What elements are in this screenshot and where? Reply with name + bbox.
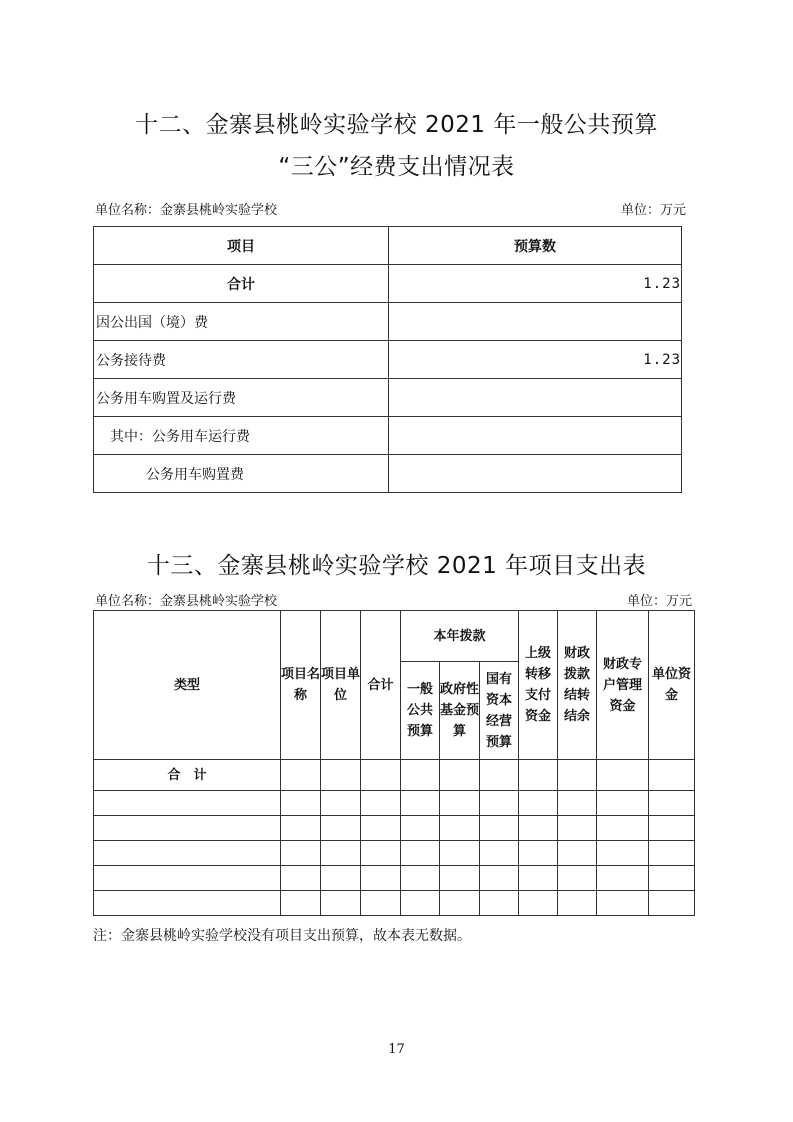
three-public-expenses-table: [93, 226, 682, 493]
table-row: [94, 265, 682, 303]
header-fiscal-account-funds: 财政专户管理资金: [597, 611, 649, 760]
row-label-overseas: 因公出国（境）费: [94, 303, 389, 341]
table-row: [94, 841, 695, 866]
section1-unit-name: 单位名称：金寨县桃岭实验学校: [95, 203, 278, 218]
header-item: 项目: [94, 227, 389, 265]
row-label-vehicle-purchase: 公务用车购置费: [94, 455, 389, 493]
header-fiscal-carryover: 财政拨款结转结余: [558, 611, 597, 760]
row-value-vehicle-purchase: [389, 455, 682, 493]
row-label-vehicle: 公务用车购置及运行费: [94, 379, 389, 417]
page-number: 17: [388, 1042, 405, 1057]
header-superior-transfer: 上级转移支付资金: [519, 611, 558, 760]
row-label-vehicle-operation: 其中：公务用车运行费: [94, 417, 389, 455]
table-note: 注：金寨县桃岭实验学校没有项目支出预算，故本表无数据。: [93, 928, 471, 944]
table-row: [94, 303, 682, 341]
table-row: [94, 455, 682, 493]
section2-unit-name: 单位名称：金寨县桃岭实验学校: [95, 594, 278, 609]
header-current-year-allocation: 本年拨款: [401, 611, 519, 662]
header-gov-fund-budget: 政府性基金预算: [440, 662, 480, 760]
header-project-unit: 项目单位: [321, 611, 361, 760]
row-label-total: 合计: [94, 265, 389, 303]
section2-unit: 单位：万元: [626, 594, 692, 609]
header-type: 类型: [94, 611, 281, 760]
section1-unit: 单位：万元: [620, 203, 686, 218]
total-row: [94, 760, 695, 791]
table-row: [94, 341, 682, 379]
header-project-name: 项目名称: [281, 611, 321, 760]
row-label-reception: 公务接待费: [94, 341, 389, 379]
header-total: 合计: [361, 611, 401, 760]
row-value-overseas: [389, 303, 682, 341]
table-row: [94, 417, 682, 455]
section1-title-line1: 十二、金寨县桃岭实验学校 2021 年一般公共预算: [135, 112, 658, 138]
header-general-budget: 一般公共预算: [401, 662, 440, 760]
header-state-capital-budget: 国有资本经营预算: [480, 662, 519, 760]
row-value-vehicle: [389, 379, 682, 417]
table-row: [94, 791, 695, 816]
header-budget: 预算数: [389, 227, 682, 265]
table-row: [94, 866, 695, 891]
project-expenditure-table: [93, 610, 695, 916]
total-row-label: 合 计: [94, 760, 281, 791]
section2-title: 十三、金寨县桃岭实验学校 2021 年项目支出表: [146, 553, 647, 579]
row-value-reception: 1.23: [389, 341, 682, 379]
table-row: [94, 891, 695, 916]
table-row: [94, 816, 695, 841]
header-unit-funds: 单位资金: [649, 611, 695, 760]
table-row: [94, 379, 682, 417]
section1-title-line2: “三公”经费支出情况表: [278, 154, 515, 180]
row-value-total: 1.23: [389, 265, 682, 303]
row-value-vehicle-operation: [389, 417, 682, 455]
